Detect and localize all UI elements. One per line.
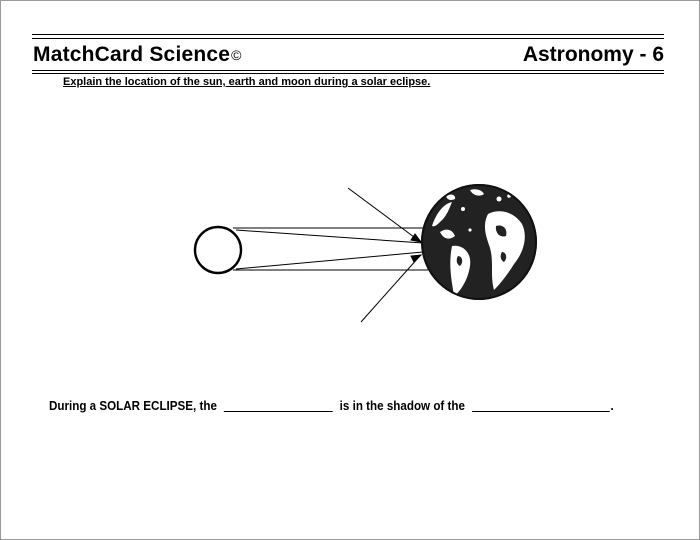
worksheet-title-text: MatchCard Science: [33, 43, 231, 66]
answer-blank-1[interactable]: [224, 399, 333, 412]
shadow-line-cross-1: [236, 230, 423, 243]
fill-in-sentence: [49, 399, 614, 413]
sentence-part-2: is in the shadow of the: [339, 399, 465, 413]
shadow-line-cross-2: [236, 252, 423, 269]
answer-blank-2[interactable]: [472, 399, 610, 412]
instruction-text: Explain the location of the sun, earth and moon during a solar eclipse.: [63, 76, 431, 88]
earth-globe-icon: [422, 182, 540, 300]
copyright-symbol: ©: [231, 47, 242, 63]
pointer-arrow-upper: [348, 188, 418, 240]
sentence-period: .: [610, 399, 614, 413]
shadow-lines: [233, 228, 428, 270]
small-body-circle: [195, 227, 241, 273]
sentence-part-1: During a SOLAR ECLIPSE, the: [49, 399, 217, 413]
subject-label: Astronomy - 6: [522, 43, 664, 66]
pointer-arrowhead-upper: [411, 234, 421, 242]
pointer-arrow-lower: [361, 258, 418, 322]
